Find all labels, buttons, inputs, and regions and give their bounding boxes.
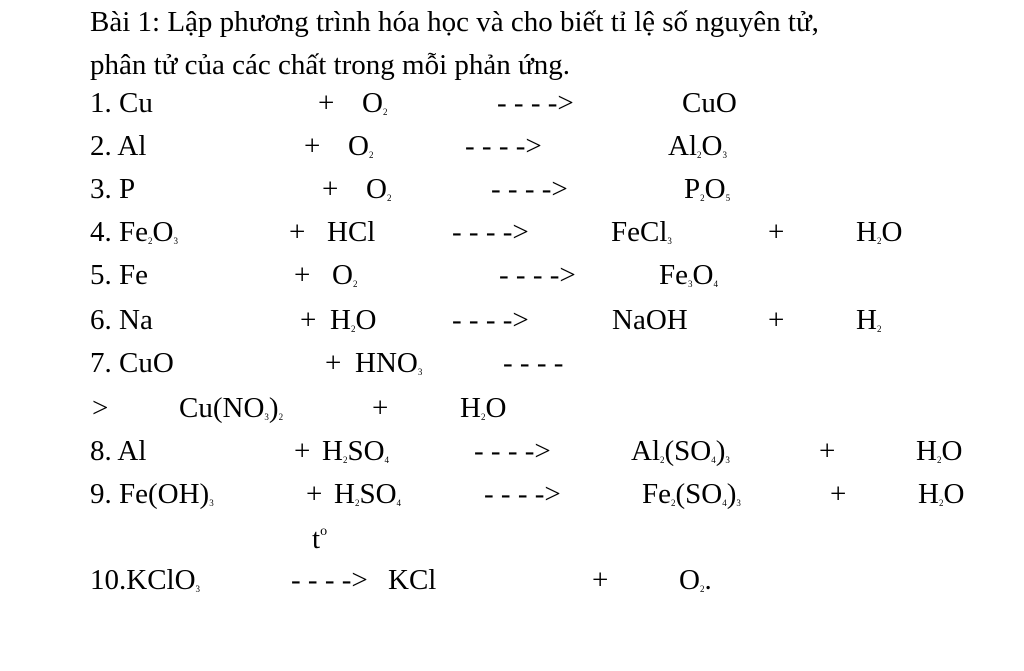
formula-na: Na [119,304,153,336]
reaction-5 [90,261,148,290]
reaction-10-number: 10. [90,564,127,596]
reaction-7-number: 7. [90,347,112,379]
formula-o2: $O_2$ [332,259,358,291]
reaction-8 [90,437,146,466]
reaction-6 [90,306,153,335]
reaction-5-plus: + [294,259,311,291]
reaction-4-number: 4. [90,216,112,248]
reaction-6-arrow: - - - -> [452,304,529,336]
reaction-7-arrow-part-2: > [92,392,109,424]
formula-h2o: $H_2O$ [856,216,903,248]
formula-h2o: $H_2O$ [460,392,507,424]
reaction-1-plus: + [318,87,335,119]
reaction-7-plus-2: + [372,392,389,424]
exercise-title-line-2: phân tử của các chất trong mỗi phản ứng. [90,49,570,81]
reaction-8-plus: + [294,435,311,467]
reaction-4-plus-2: + [768,216,785,248]
formula-h2so4: $H_2SO_4$ [334,478,402,510]
formula-cu-no3-2: $Cu(NO_3)_2$ [179,392,284,424]
reaction-7-plus: + [325,347,342,379]
formula-naoh: NaOH [612,304,688,336]
formula-h2o: $H_2O$ [916,435,963,467]
exercise-title-line-1: Bài 1: Lập phương trình hóa học và cho biết tỉ lệ số nguyên tử, [90,6,819,38]
reaction-5-number: 5. [90,259,112,291]
reaction-7-arrow-part-1: - - - - [503,347,564,379]
formula-o2: $O_2$ [366,173,392,205]
reaction-1 [90,89,153,118]
reaction-6-plus-2: + [768,304,785,336]
formula-cuo: CuO [119,347,174,379]
reaction-3-plus: + [322,173,339,205]
reaction-3-arrow: - - - -> [491,173,568,205]
reaction-9-number: 9. [90,478,112,510]
reaction-2-plus: + [304,130,321,162]
heat-condition: $t^o$ [312,523,328,555]
formula-h2so4: $H_2SO_4$ [322,435,390,467]
reaction-8-number: 8. [90,435,112,467]
formula-fe2o3: $Fe_2O_3$ [119,216,178,248]
formula-al2o3: $Al_2O_3$ [668,130,727,162]
formula-fe-oh-3: $Fe(OH)_3$ [119,478,214,510]
reaction-4-plus: + [289,216,306,248]
reaction-3 [90,175,135,204]
reaction-4-arrow: - - - -> [452,216,529,248]
reaction-9-plus: + [306,478,323,510]
formula-cu: Cu [119,87,153,119]
reaction-10-plus: + [592,564,609,596]
reaction-9 [90,480,214,509]
reaction-1-number: 1. [90,87,112,119]
reaction-8-plus-2: + [819,435,836,467]
reaction-10-arrow: - - - -> [291,564,368,596]
reaction-2 [90,132,146,161]
formula-al: Al [117,130,147,162]
formula-o2: $O_2$ [348,130,374,162]
formula-o2: $O_2$. [679,564,712,596]
reaction-6-plus: + [300,304,317,336]
reaction-2-arrow: - - - -> [465,130,542,162]
formula-fe2-so4-3: $Fe_2(SO_4)_3$ [642,478,741,510]
reaction-7 [90,349,174,378]
formula-h2o: $H_2O$ [330,304,377,336]
formula-al2-so4-3: $Al_2(SO_4)_3$ [631,435,730,467]
formula-o2: $O_2$ [362,87,388,119]
formula-fecl3: FeCl$_3$ [611,216,672,248]
formula-fe3o4: $Fe_3O_4$ [659,259,718,291]
reaction-6-number: 6. [90,304,112,336]
reaction-5-arrow: - - - -> [499,259,576,291]
formula-al: Al [117,435,147,467]
formula-kclo3: KClO$_3$ [126,564,201,596]
reaction-9-plus-2: + [830,478,847,510]
reaction-9-arrow: - - - -> [484,478,561,510]
reaction-4 [90,218,178,247]
reaction-8-arrow: - - - -> [474,435,551,467]
reaction-1-arrow: - - - -> [497,87,574,119]
formula-cuo: CuO [682,87,737,119]
formula-hcl: HCl [327,216,376,248]
reaction-2-number: 2. [90,130,112,162]
formula-h2: $H_2$ [856,304,882,336]
formula-hno3: $HNO_3$ [355,347,423,379]
reaction-10 [90,566,200,595]
formula-fe: Fe [119,259,148,291]
formula-p: P [119,173,136,205]
formula-kcl: KCl [388,564,437,596]
formula-p2o5: $P_2O_5$ [684,173,731,205]
formula-h2o: $H_2O$ [918,478,965,510]
reaction-3-number: 3. [90,173,112,205]
